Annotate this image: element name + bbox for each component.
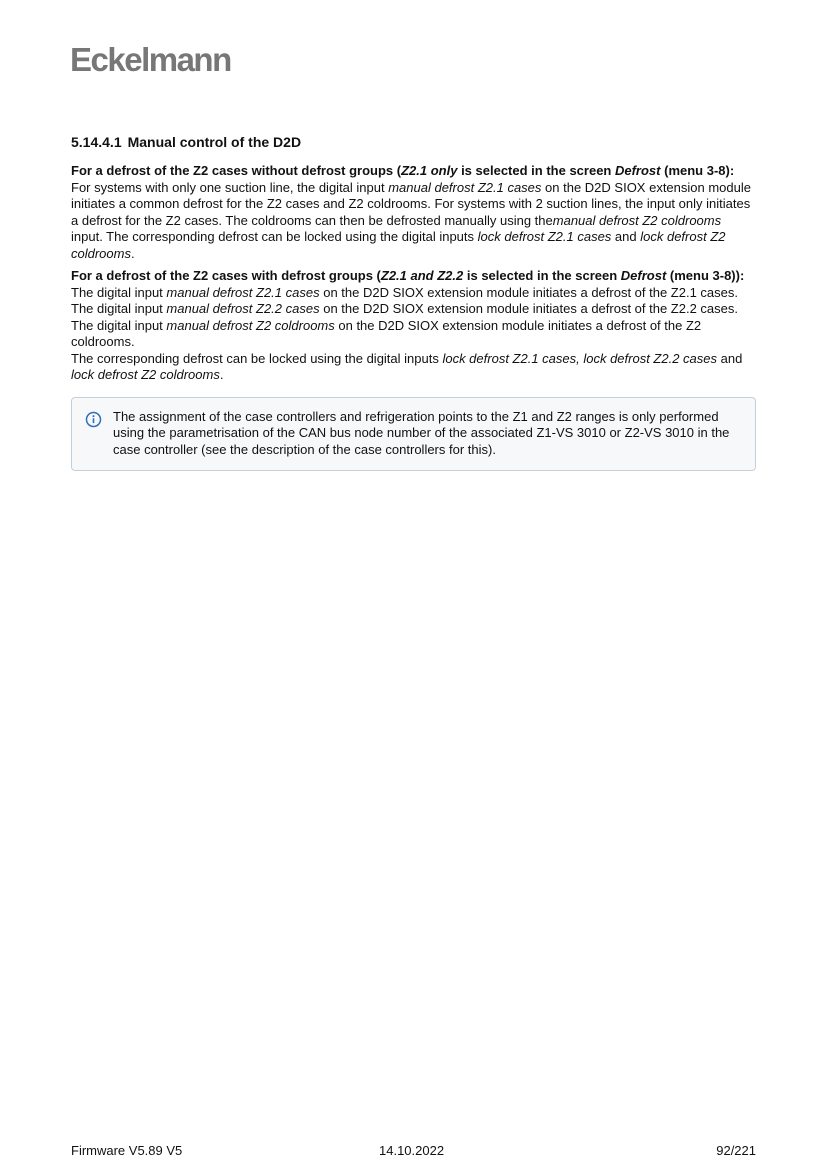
- block1-body: For systems with only one suction line, the digital input manual defrost Z2.1 cases on the D2D SIOX extension module initiates a common defrost for the Z2 cases and Z2 coldrooms. For systems with 2 suction lines, the input only initiates a defrost for the Z2 cases. The coldrooms can then be defrosted manually using themanual defrost Z2 coldrooms input. The corresponding defrost can be locked using the digital inputs lock defrost Z2.1 cases and lock defrost Z2 coldrooms.: [71, 179, 751, 261]
- section-number: 5.14.4.1: [71, 134, 122, 150]
- footer-date: 14.10.2022: [379, 1143, 445, 1158]
- footer-firmware: Firmware V5.89 V5: [71, 1143, 183, 1158]
- block2-paragraph-4: The corresponding defrost can be locked using the digital inputs lock defrost Z2.1 cases, lock defrost Z2.2 cases and lock defrost Z2 coldrooms.: [71, 350, 743, 382]
- eckelmann-logo: Eckelmann: [70, 41, 231, 78]
- info-note-text: The assignment of the case controllers and refrigeration points to the Z1 and Z2 ranges is only performed using the parametrisation of the CAN bus node number of the associated Z1-VS 3010 or Z2-VS 3010 in the case controller (see the description of the case controllers for this).: [113, 408, 730, 457]
- info-note: [71, 397, 756, 472]
- block2-paragraph-3: The digital input manual defrost Z2 coldrooms on the D2D SIOX extension module initiates a defrost of the Z2 coldrooms.: [71, 317, 702, 349]
- section-heading: [71, 133, 756, 151]
- block2-paragraph-1: The digital input manual defrost Z2.1 cases on the D2D SIOX extension module initiates a defrost of the Z2.1 cases.: [71, 284, 739, 300]
- page-content: [71, 133, 756, 471]
- footer-page-number: 92/221: [716, 1143, 756, 1158]
- block1-lead: For a defrost of the Z2 cases without defrost groups (Z2.1 only is selected in the screen Defrost (menu 3-8):: [71, 163, 735, 178]
- block2-paragraph-2: The digital input manual defrost Z2.2 cases on the D2D SIOX extension module initiates a defrost of the Z2.2 cases.: [71, 301, 739, 316]
- block2-lead: For a defrost of the Z2 cases with defrost groups (Z2.1 and Z2.2 is selected in the screen Defrost (menu 3-8)):: [71, 268, 745, 283]
- info-icon: [85, 411, 102, 428]
- section-title: Manual control of the D2D: [127, 134, 302, 150]
